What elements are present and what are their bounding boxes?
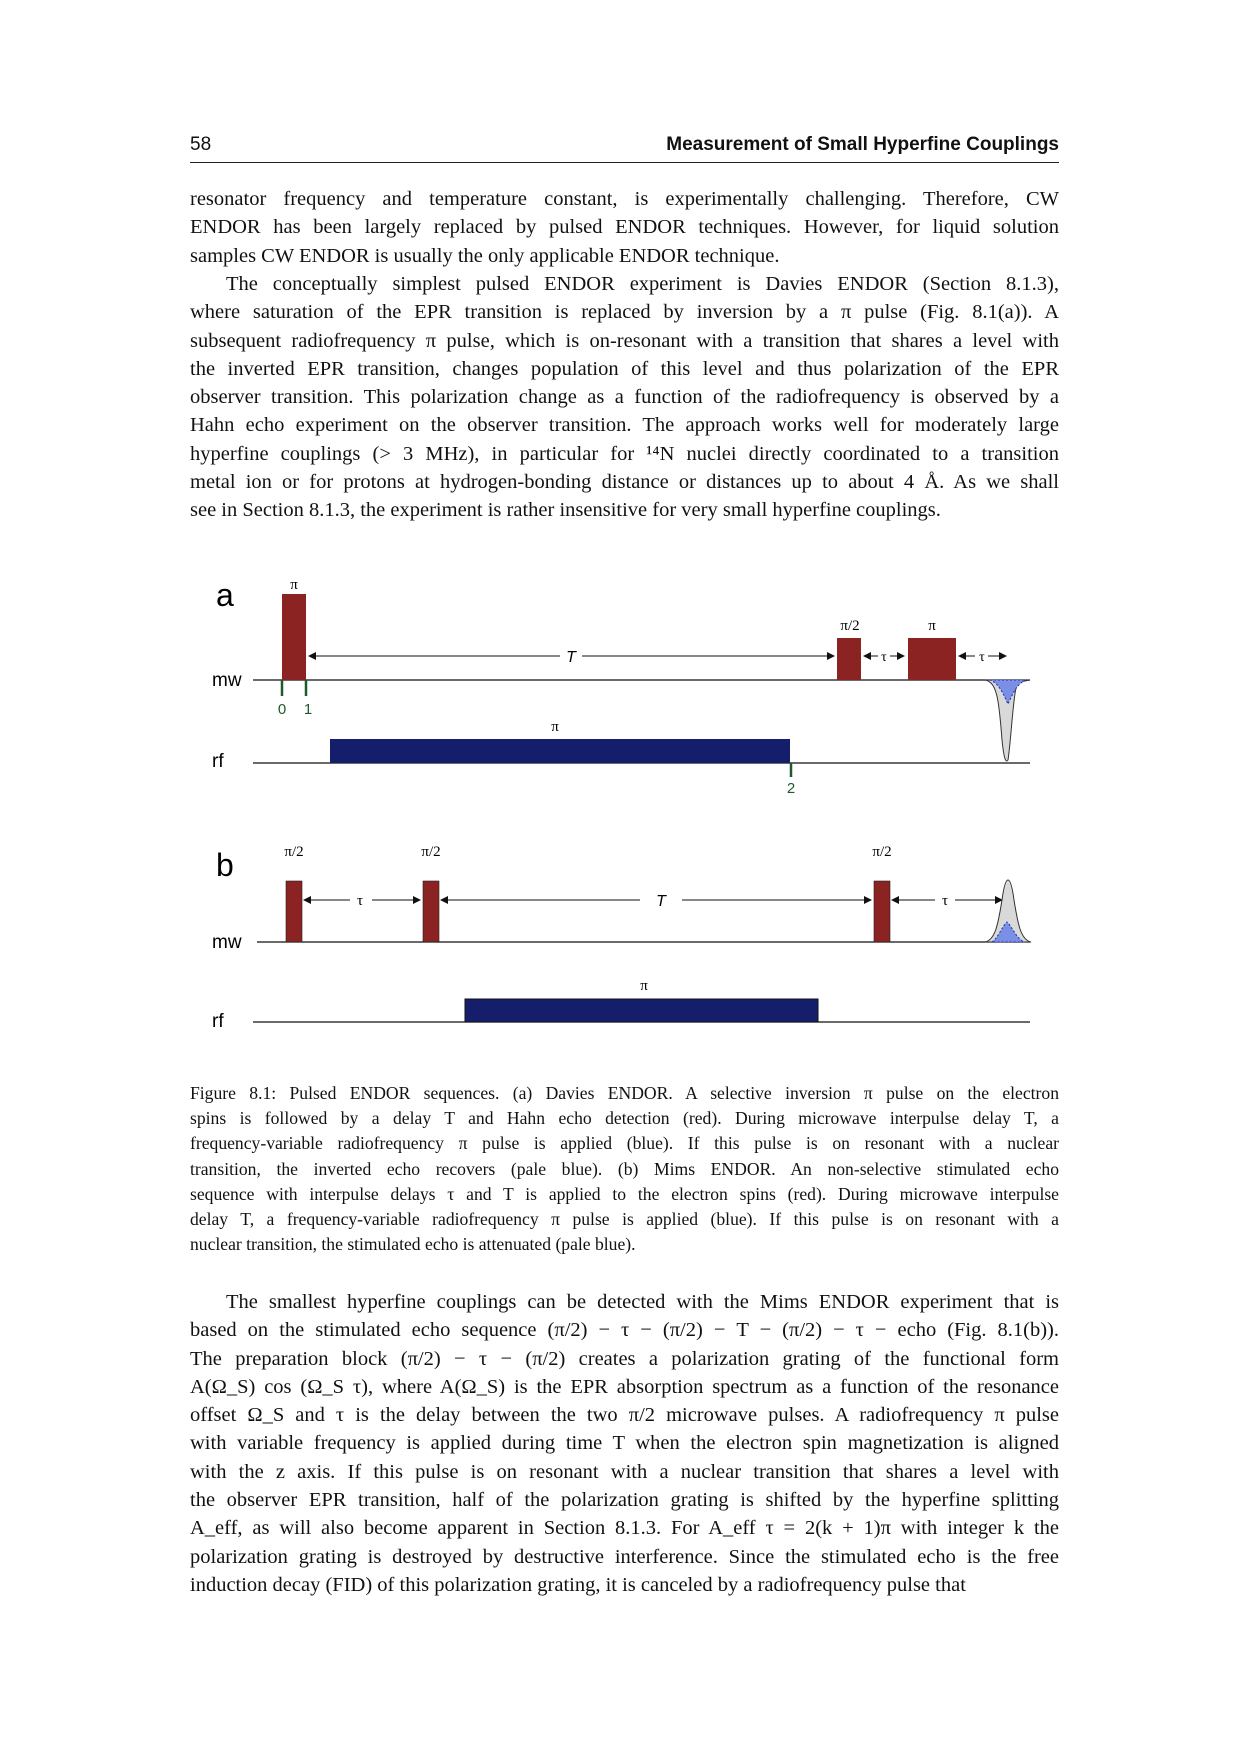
mw-pi-half-pulse-a	[837, 638, 861, 680]
text-line: polarization grating is destroyed by destructive interference. Since the stimulated echo is the free	[190, 1545, 1059, 1568]
text-line: samples CW ENDOR is usually the only applicable ENDOR technique.	[190, 244, 780, 267]
text-line: The smallest hyperfine couplings can be detected with the Mims ENDOR experiment that is	[226, 1291, 1059, 1313]
mw-label-a: mw	[212, 670, 242, 691]
rf-pi-pulse-b	[465, 999, 818, 1022]
text-line: A(Ω_S) cos (Ω_S τ), where A(Ω_S) is the EPR absorption spectrum as a function of the resonance	[190, 1375, 1059, 1398]
pi-label: π	[290, 577, 298, 593]
text-line: A_eff, as will also become apparent in Section 8.1.3. For A_eff τ = 2(k + 1)π with integer k the	[190, 1517, 1059, 1540]
tau-label: τ	[356, 893, 364, 909]
T-label-b: T	[656, 893, 666, 910]
figure-caption	[190, 1081, 1059, 1257]
tau-label: τ	[979, 650, 985, 665]
panel-b-label: b	[216, 847, 234, 883]
tau-label: τ	[881, 650, 887, 665]
text-line: Hahn echo experiment on the observer transition. The approach works well for moderately large	[190, 414, 1059, 437]
text-line: induction decay (FID) of this polarization grating, it is canceled by a radiofrequency pulse that	[190, 1573, 966, 1596]
paragraph-3	[190, 1288, 1059, 1599]
text-line: transition, the inverted echo recovers (pale blue). (b) Mims ENDOR. An non-selective stimulated echo	[190, 1158, 1059, 1179]
tau-label: τ	[941, 893, 949, 909]
text-line: The preparation block (π/2) − τ − (π/2) creates a polarization grating of the functional form	[190, 1347, 1059, 1370]
rf-label-a: rf	[212, 751, 224, 772]
text-line: the inverted EPR transition, changes population of this level and thus polarization of the EPR	[190, 357, 1059, 380]
tick-0-label: 0	[277, 701, 287, 718]
rf-pi-pulse-a	[330, 739, 790, 763]
mw-pi-half-pulse-3-b	[874, 881, 890, 942]
text-line: spins is followed by a delay T and Hahn echo detection (red). During microwave interpulse delay T, a	[190, 1108, 1059, 1129]
mw-pi-pulse-a	[282, 594, 306, 680]
text-line: see in Section 8.1.3, the experiment is rather insensitive for very small hyperfine couplings.	[190, 499, 941, 522]
text-line: frequency-variable radiofrequency π pulse is applied (blue). If this pulse is on resonant with a nuclear	[190, 1133, 1059, 1154]
text-line: based on the stimulated echo sequence (π/2) − τ − (π/2) − T − (π/2) − τ − echo (Fig. 8.1(b)).	[190, 1319, 1059, 1342]
pi-label: π	[640, 978, 648, 994]
rf-label-b: rf	[212, 1011, 224, 1032]
text-line: metal ion or for protons at hydrogen-bonding distance or distances up to about 4 Å. As we shall	[190, 471, 1059, 494]
text-line: resonator frequency and temperature constant, is experimentally challenging. Therefore, CW	[190, 188, 1059, 210]
page-number: 58	[190, 134, 212, 155]
text-line: offset Ω_S and τ is the delay between the two π/2 microwave pulses. A radiofrequency π pulse	[190, 1404, 1059, 1427]
panel-a-label: a	[216, 577, 234, 613]
text-line: subsequent radiofrequency π pulse, which is on-resonant with a transition that shares a level with	[190, 329, 1059, 352]
text-line: sequence with interpulse delays τ and T is applied to the electron spins (red). During microwave interpulse	[190, 1183, 1059, 1204]
pi-half-label: π/2	[284, 844, 304, 860]
T-label-a: T	[566, 649, 576, 666]
text-line: where saturation of the EPR transition is replaced by inversion by a π pulse (Fig. 8.1(a)). A	[190, 301, 1059, 324]
pi-half-label: π/2	[872, 844, 892, 860]
mw-label-b: mw	[212, 932, 242, 953]
text-line: delay T, a frequency-variable radiofrequency π pulse is applied (blue). If this pulse is on resonant with a	[190, 1208, 1059, 1229]
text-line: the observer EPR transition, half of the polarization grating is shifted by the hyperfine splitting	[190, 1489, 1059, 1512]
text-line: The conceptually simplest pulsed ENDOR experiment is Davies ENDOR (Section 8.1.3),	[226, 273, 1059, 295]
text-line: with the z axis. If this pulse is on resonant with a nuclear transition that shares a level with	[190, 1460, 1059, 1483]
mw-pi-pulse-2-a	[908, 638, 956, 680]
text-line: hyperfine couplings (> 3 MHz), in particular for ¹⁴N nuclei directly coordinated to a transition	[190, 442, 1059, 465]
mw-pi-half-pulse-1-b	[286, 881, 302, 942]
pi-half-label: π/2	[421, 844, 441, 860]
mw-pi-half-pulse-2-b	[423, 881, 439, 942]
chapter-title: Measurement of Small Hyperfine Couplings	[666, 134, 1059, 155]
text-line: ENDOR has been largely replaced by pulsed ENDOR techniques. However, for liquid solution	[190, 216, 1059, 239]
text-line: with variable frequency is applied during time T when the electron spin magnetization is aligned	[190, 1432, 1059, 1455]
text-line: observer transition. This polarization change as a function of the radiofrequency is observed by a	[190, 386, 1059, 409]
text-line: nuclear transition, the stimulated echo is attenuated (pale blue).	[190, 1234, 636, 1255]
tick-2-label: 2	[786, 780, 796, 797]
pi-label: π	[928, 618, 936, 634]
text-line: Figure 8.1: Pulsed ENDOR sequences. (a) Davies ENDOR. A selective inversion π pulse on the electron	[190, 1083, 1059, 1103]
pi-half-label: π/2	[840, 618, 860, 634]
tick-1-label: 1	[303, 701, 313, 718]
pi-label: π	[551, 719, 559, 735]
